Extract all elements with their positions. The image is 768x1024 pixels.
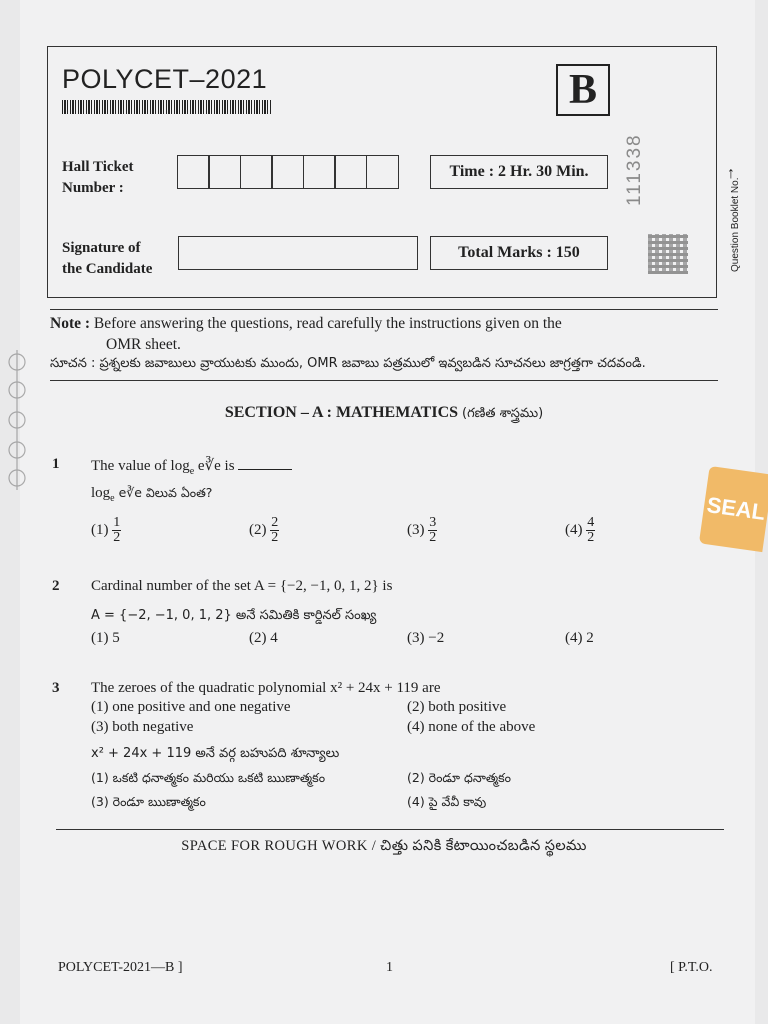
question-3-telugu: x² + 24x + 119 అనే వర్గ బహుపది శూన్యాలు xyxy=(91,746,340,761)
ticket-cell[interactable] xyxy=(334,155,367,189)
hall-ticket-number-field[interactable] xyxy=(178,155,399,189)
q2-option-3[interactable]: (3) −2 xyxy=(407,630,445,646)
q3-option-2[interactable]: (2) both positive xyxy=(407,699,507,715)
pto-label: [ P.T.O. xyxy=(670,960,713,975)
page-number: 1 xyxy=(386,960,393,975)
q2-option-1[interactable]: (1) 5 xyxy=(91,630,120,646)
qr-code xyxy=(648,234,688,274)
footer-code: POLYCET-2021—B ] xyxy=(58,960,183,975)
signature-label: Signature of the Candidate xyxy=(62,240,153,277)
note-english: Note : Before answering the questions, read carefully the instructions given on the OMR sheet. xyxy=(50,315,562,353)
signature-field[interactable] xyxy=(178,236,418,270)
q3-option-4-telugu[interactable]: (4) పై వేవీ కావు xyxy=(407,794,487,809)
arrow-up-icon: ↑ xyxy=(727,165,735,182)
question-2-telugu: A = {−2, −1, 0, 1, 2} అనే సమితికి కార్డినల్ సంఖ్య xyxy=(91,608,377,623)
q1-option-1[interactable]: (1) $\frac{1}{2}$ xyxy=(91,515,121,545)
divider xyxy=(50,380,718,381)
q3-option-1-telugu[interactable]: (1) ఒకటి ధనాత్మకం మరియు ఒకటి ఋణాత్మకం xyxy=(91,770,326,785)
q2-option-4[interactable]: (4) 2 xyxy=(565,630,594,646)
booklet-serial: 111338 xyxy=(624,133,645,206)
question-number: 1 xyxy=(52,456,60,472)
section-title: SECTION – A : MATHEMATICS (గణిత శాస్త్రము) xyxy=(224,404,544,421)
seal-sticker: SEAL xyxy=(699,466,768,552)
divider xyxy=(56,829,724,830)
ticket-cell[interactable] xyxy=(271,155,304,189)
q3-option-1[interactable]: (1) one positive and one negative xyxy=(91,699,291,715)
hall-ticket-label: Hall Ticket Number : xyxy=(62,159,134,196)
exam-title: POLYCET–2021 xyxy=(62,64,268,94)
q3-option-4[interactable]: (4) none of the above xyxy=(407,719,536,735)
set-letter-box: B xyxy=(556,64,610,116)
question-1-telugu: $\log_e$ e∛e విలువ ఏంత? xyxy=(91,485,213,504)
question-number: 2 xyxy=(52,578,60,594)
note-telugu: సూచన : ప్రశ్నలకు జవాబులు వ్రాయుటకు ముందు, OMR జవాబు పత్రములో ఇవ్వబడిన సూచనలు జాగ్రత్తగా చదవండి. xyxy=(50,356,646,371)
q1-option-4[interactable]: (4) $\frac{4}{2}$ xyxy=(565,515,595,545)
question-number: 3 xyxy=(52,680,60,696)
q3-option-3-telugu[interactable]: (3) రెండూ ఋణాత్మకం xyxy=(91,794,206,809)
question-1-text: The value of $\log_e$ e∛e is xyxy=(91,456,292,477)
ticket-cell[interactable] xyxy=(177,155,210,189)
q1-option-2[interactable]: (2) $\frac{2}{2}$ xyxy=(249,515,279,545)
q1-option-3[interactable]: (3) $\frac{3}{2}$ xyxy=(407,515,437,545)
barcode xyxy=(62,100,272,114)
question-3-text: The zeroes of the quadratic polynomial x² + 24x + 119 are xyxy=(91,680,441,696)
ticket-cell[interactable] xyxy=(366,155,399,189)
total-marks-box: Total Marks : 150 xyxy=(430,236,608,270)
q3-option-3[interactable]: (3) both negative xyxy=(91,719,194,735)
time-box: Time : 2 Hr. 30 Min. xyxy=(430,155,608,189)
divider xyxy=(50,309,718,310)
question-2-text: Cardinal number of the set A = {−2, −1, 0, 1, 2} is xyxy=(91,578,393,594)
q2-option-2[interactable]: (2) 4 xyxy=(249,630,278,646)
ticket-cell[interactable] xyxy=(303,155,336,189)
ticket-cell[interactable] xyxy=(208,155,241,189)
booklet-number-label: Question Booklet No. xyxy=(730,177,741,272)
rough-work-label: SPACE FOR ROUGH WORK / చిత్తు పనికి కేటాయించబడిన స్థలము xyxy=(181,838,587,854)
q3-option-2-telugu[interactable]: (2) రెండూ ధనాత్మకం xyxy=(407,770,512,785)
ticket-cell[interactable] xyxy=(240,155,273,189)
